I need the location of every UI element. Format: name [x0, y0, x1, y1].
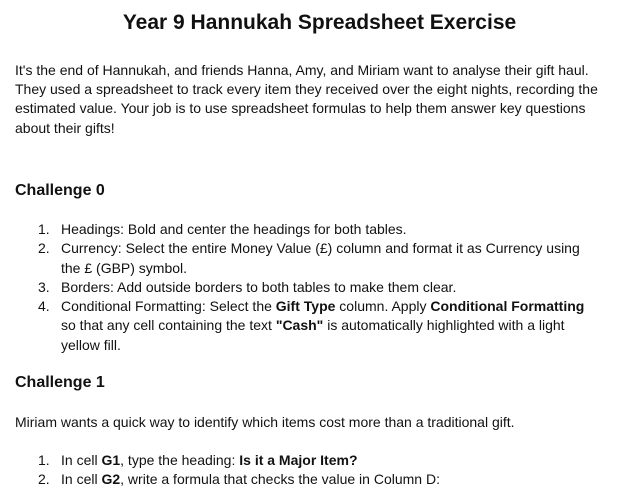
- list-item: [0, 451, 600, 470]
- list-number: 2.: [38, 240, 50, 257]
- text: is automatically highlighted with a light yellow fill.: [61, 317, 565, 353]
- list-number: 2.: [38, 471, 50, 488]
- list-item: [0, 297, 600, 355]
- list-item: [0, 239, 600, 278]
- bold-text: "Cash": [275, 317, 324, 334]
- challenge-0-heading: Challenge 0: [15, 182, 105, 199]
- list-number: 4.: [38, 298, 50, 315]
- challenge-1-heading: Challenge 1: [15, 374, 105, 391]
- text: so that any cell containing the text: [61, 317, 276, 334]
- list-text: Headings: Bold and center the headings for both tables.: [61, 221, 407, 237]
- text: In cell: [61, 452, 102, 468]
- list-number: 1.: [38, 452, 50, 468]
- list-text: Borders: Add outside borders to both tables to make them clear.: [61, 278, 457, 295]
- list-number: 3.: [38, 278, 50, 295]
- list-item: [0, 220, 600, 239]
- bold-text: G1: [101, 452, 121, 468]
- challenge-0-list: [0, 220, 600, 355]
- bold-text: G2: [101, 471, 121, 488]
- bold-text: Is it a Major Item?: [239, 452, 358, 468]
- list-item: [0, 278, 600, 297]
- text: , write a formula that checks the value in Column D:: [120, 471, 440, 488]
- challenge-1-intro: Miriam wants a quick way to identify which items cost more than a traditional gift.: [15, 414, 515, 430]
- intro-paragraph: It's the end of Hannukah, and friends Hanna, Amy, and Miriam want to analyse their gift haul. They used a spreadsheet to track every item they received over the eight nights, recording the estimated value. Your job is to use spreadsheet formulas to help them answer key questions about their gifts!: [15, 62, 598, 136]
- list-number: 1.: [38, 221, 50, 237]
- bold-text: Gift Type: [275, 298, 336, 315]
- text: column. Apply: [335, 298, 431, 315]
- text: In cell: [61, 471, 102, 488]
- challenge-1-list: [0, 451, 600, 490]
- list-item: [0, 470, 600, 489]
- bold-text: Conditional Formatting: [430, 298, 585, 315]
- list-text: Currency: Select the entire Money Value (£) column and format it as Currency using the £ (GBP) symbol.: [61, 240, 580, 276]
- text: , type the heading:: [120, 452, 240, 468]
- text: Conditional Formatting: Select the: [61, 298, 276, 315]
- page-title: Year 9 Hannukah Spreadsheet Exercise: [122, 11, 517, 34]
